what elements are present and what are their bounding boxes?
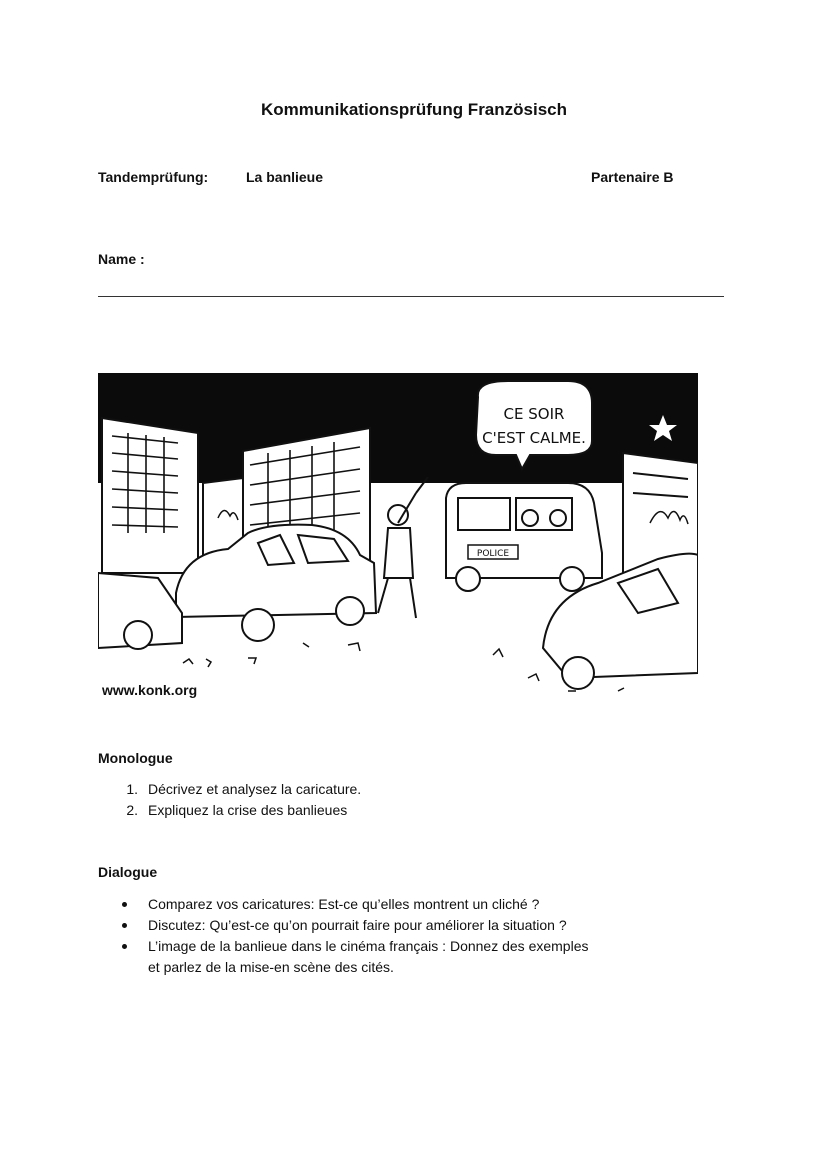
list-item <box>98 894 738 915</box>
item-text: Discutez: Qu’est-ce qu’on pourrait faire pour améliorer la situation ? <box>148 917 567 933</box>
bullet-icon <box>98 894 148 915</box>
cartoon-credit: www.konk.org <box>102 682 198 698</box>
item-text: et parlez de la mise-en scène des cités. <box>148 959 394 975</box>
bullet-icon <box>98 915 148 936</box>
police-van <box>446 483 602 591</box>
list-item-continuation <box>98 957 738 978</box>
list-item <box>98 915 738 936</box>
partner-label: Partenaire B <box>591 169 674 185</box>
cartoon-illustration <box>98 373 698 705</box>
item-text: L’image de la banlieue dans le cinéma français : Donnez des exemples <box>148 938 589 954</box>
list-item <box>98 936 738 957</box>
item-number: 2. <box>126 802 138 818</box>
bullet-icon <box>98 936 148 957</box>
topic-label: La banlieue <box>246 169 324 185</box>
police-sign: POLICE <box>476 549 510 559</box>
name-line[interactable] <box>98 296 724 297</box>
monologue-heading: Monologue <box>98 750 173 766</box>
monologue-list <box>98 779 698 821</box>
page-title: Kommunikationsprüfung Französisch <box>260 100 568 119</box>
speech-line-2: C'EST CALME. <box>482 429 586 447</box>
item-number: 1. <box>126 781 138 797</box>
list-item <box>98 779 698 800</box>
item-text: Décrivez et analysez la caricature. <box>148 781 362 797</box>
item-text: Expliquez la crise des banlieues <box>148 802 348 818</box>
list-item <box>98 800 698 821</box>
dialogue-list <box>98 894 738 978</box>
speech-line-1: CE SOIR <box>503 405 565 423</box>
exam-label: Tandemprüfung: <box>98 169 209 185</box>
dialogue-heading: Dialogue <box>98 864 158 880</box>
item-text: Comparez vos caricatures: Est-ce qu’elles montrent un cliché ? <box>148 896 540 912</box>
name-label: Name : <box>98 251 145 267</box>
